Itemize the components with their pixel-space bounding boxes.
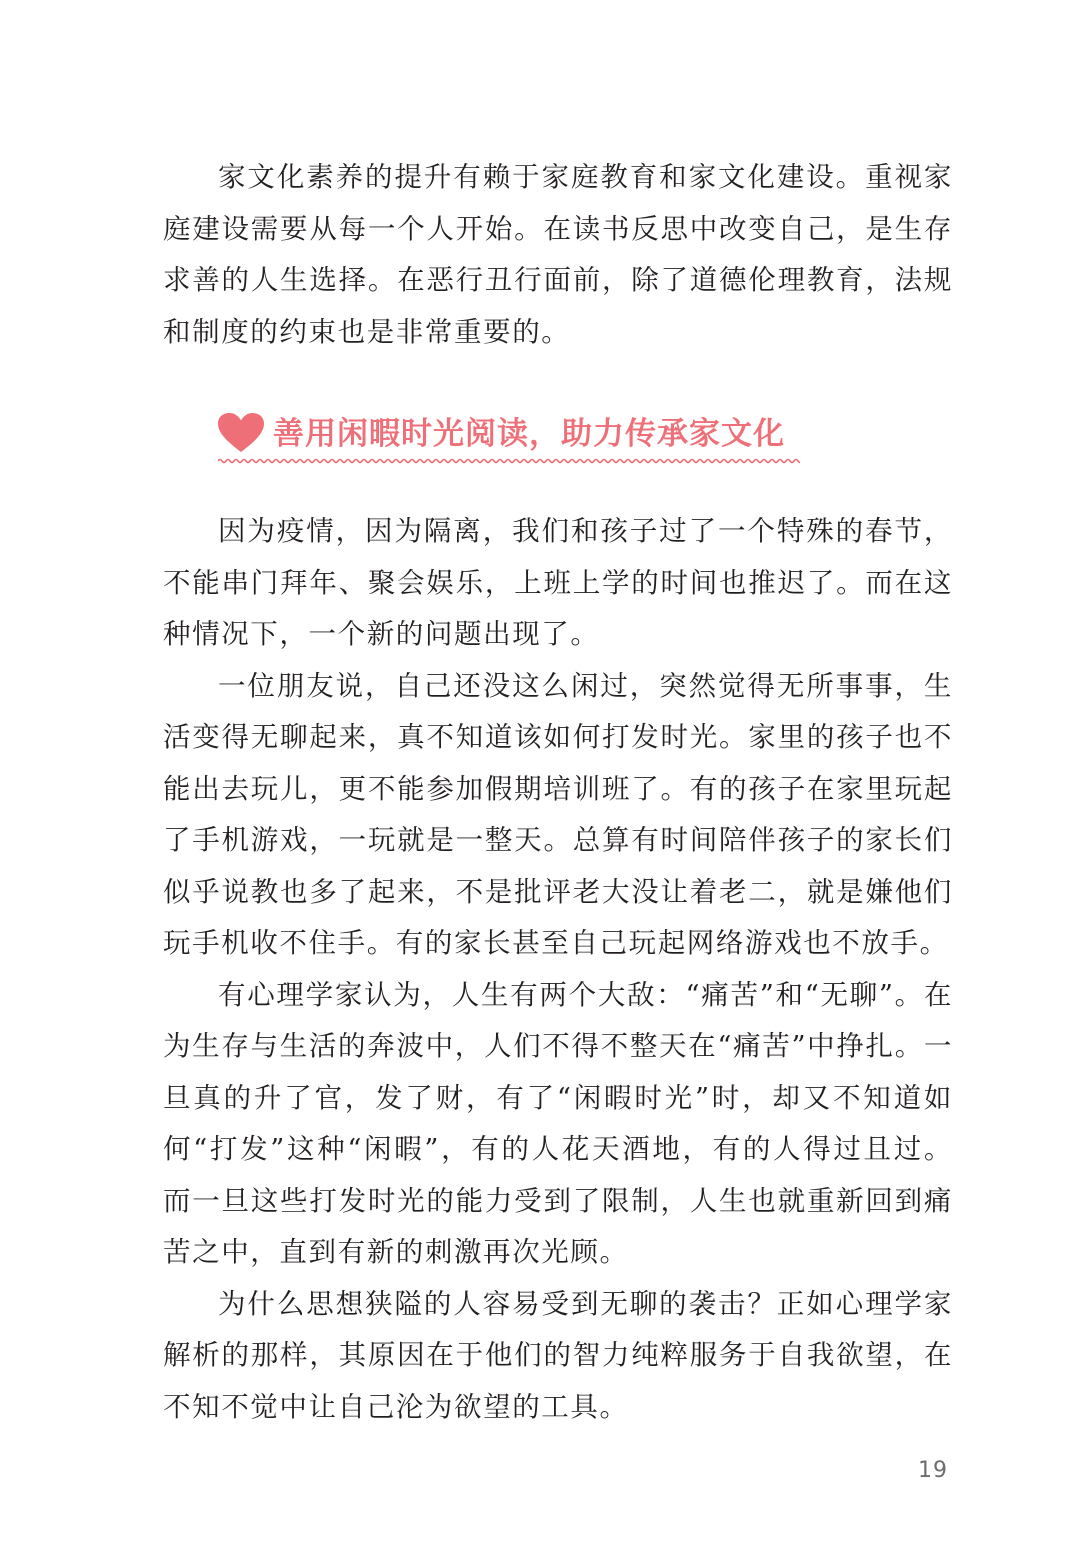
paragraph: 为什么思想狭隘的人容易受到无聊的袭击？正如心理学家解析的那样，其原因在于他们的智力纯粹服务于自我欲望，在不知不觉中让自己沦为欲望的工具。 (163, 1287, 953, 1423)
paragraph: 因为疫情，因为隔离，我们和孩子过了一个特殊的春节，不能串门拜年、聚会娱乐，上班上学的时间也推迟了。而在这种情况下，一个新的问题出现了。 (163, 515, 953, 650)
paragraph: 家文化素养的提升有赖于家庭教育和家文化建设。重视家庭建设需要从每一个人开始。在读书反思中改变自己，是生存求善的人生选择。在恶行丑行面前，除了道德伦理教育，法规和制度的约束也是非常重要的。 (163, 161, 953, 348)
page-number: 19 (918, 1458, 948, 1483)
paragraph: 有心理学家认为，人生有两个大敌：“痛苦”和“无聊”。在为生存与生活的奔波中，人们不得不整天在“痛苦”中挣扎。一旦真的升了官，发了财，有了“闲暇时光”时，却又不知道如何“打发”这种“闲暇”，有的人花天酒地，有的人得过且过。而一旦这些打发时光的能力受到了限制，人生也就重新回到痛苦之中，直到有新的刺激再次光顾。 (163, 978, 953, 1268)
heart-icon (217, 412, 265, 454)
intro-text-block (163, 152, 953, 358)
wavy-underline (218, 456, 800, 466)
paragraph: 一位朋友说，自己还没这么闲过，突然觉得无所事事，生活变得无聊起来，真不知道该如何打发时光。家里的孩子也不能出去玩儿，更不能参加假期培训班了。有的孩子在家里玩起了手机游戏，一玩就是一整天。总算有时间陪伴孩子的家长们似乎说教也多了起来，不是批评老大没让着老二，就是嫌他们玩手机收不住手。有的家长甚至自己玩起网络游戏也不放手。 (163, 669, 953, 959)
main-text-block (163, 506, 953, 1433)
section-heading-text: 善用闲暇时光阅读，助力传承家文化 (273, 416, 785, 452)
section-heading (215, 406, 805, 476)
